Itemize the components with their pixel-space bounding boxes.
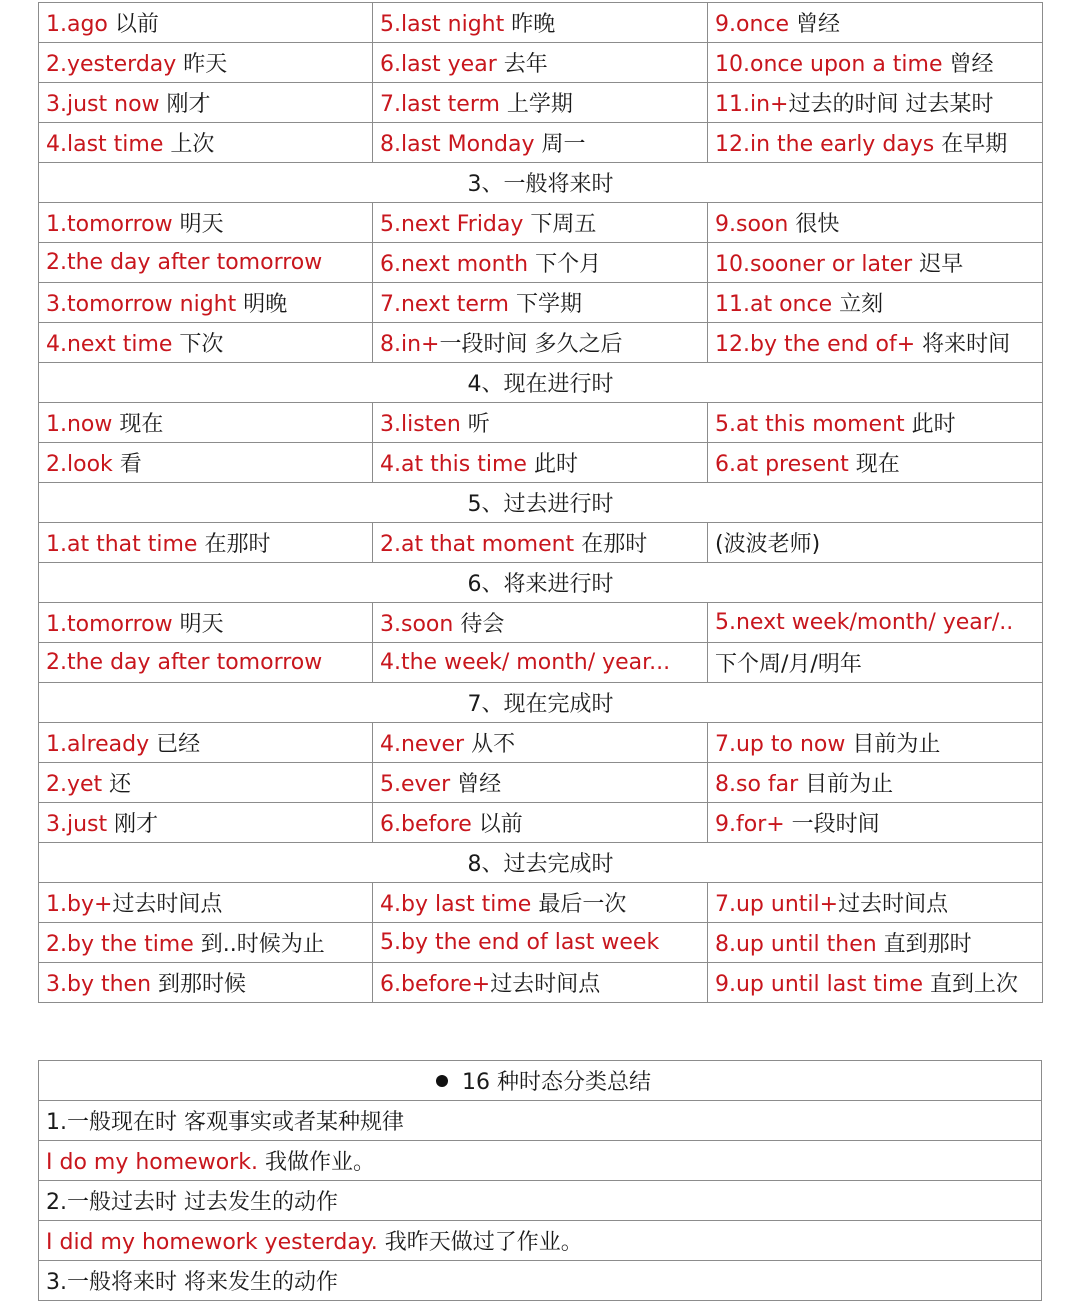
table-cell	[708, 523, 1043, 563]
chinese-meaning: 以前	[478, 812, 523, 837]
table-row	[39, 3, 1043, 43]
chinese-meaning: 直到那时	[883, 932, 972, 957]
english-phrase: 1.now	[46, 412, 120, 437]
table-row	[39, 283, 1043, 323]
table-row	[39, 443, 1043, 483]
section-header: 4、现在进行时	[39, 363, 1043, 403]
chinese-meaning: 在早期	[941, 132, 1008, 157]
summary-row	[39, 1221, 1042, 1261]
english-phrase: 10.sooner or later	[715, 252, 920, 277]
chinese-meaning: 最后一次	[538, 892, 627, 917]
english-phrase: 1.tomorrow	[46, 612, 180, 637]
chinese-meaning: 刚才	[166, 92, 211, 117]
section-header-row	[39, 163, 1043, 203]
table-cell	[39, 43, 373, 83]
table-cell	[708, 803, 1043, 843]
table-cell	[373, 643, 708, 683]
summary-body	[39, 1101, 1042, 1301]
table-cell	[39, 3, 373, 43]
chinese-meaning: 目前为止	[805, 772, 894, 797]
table-cell	[39, 923, 373, 963]
chinese-meaning: 此时	[911, 412, 956, 437]
english-phrase: 9.soon	[715, 212, 796, 237]
table-cell	[373, 243, 708, 283]
english-phrase: 4.last time	[46, 132, 171, 157]
english-phrase: 6.at present	[715, 452, 856, 477]
english-phrase: 4.at this time	[380, 452, 534, 477]
table-row	[39, 323, 1043, 363]
table-cell	[708, 883, 1043, 923]
table-cell	[708, 3, 1043, 43]
example-sentence: I do my homework.	[46, 1150, 265, 1175]
table-cell	[373, 883, 708, 923]
table-cell	[39, 643, 373, 683]
summary-text: 3.一般将来时 将来发生的动作	[46, 1270, 338, 1295]
english-phrase: 5.last night	[380, 12, 512, 37]
english-phrase: 5.by the end of last week	[380, 930, 660, 955]
table-cell	[373, 123, 708, 163]
section-header-row	[39, 843, 1043, 883]
chinese-meaning: 下次	[179, 332, 224, 357]
english-phrase: 2.the day after tomorrow	[46, 250, 323, 275]
table-row	[39, 403, 1043, 443]
table-row	[39, 603, 1043, 643]
table-cell	[39, 283, 373, 323]
table-row	[39, 763, 1043, 803]
summary-row	[39, 1261, 1042, 1301]
chinese-meaning: 过去时间点	[838, 892, 949, 917]
summary-cell	[39, 1221, 1042, 1261]
table-cell	[373, 43, 708, 83]
english-phrase: 10.once upon a time	[715, 52, 950, 77]
summary-row	[39, 1181, 1042, 1221]
english-phrase: 8.so far	[715, 772, 806, 797]
table-cell	[708, 83, 1043, 123]
english-phrase: 9.up until last time	[715, 972, 930, 997]
table-cell	[39, 803, 373, 843]
section-header: 3、一般将来时	[39, 163, 1043, 203]
table-cell	[708, 243, 1043, 283]
english-phrase: 8.last Monday	[380, 132, 542, 157]
chinese-meaning: 此时	[533, 452, 578, 477]
table-cell	[373, 203, 708, 243]
chinese-meaning: 还	[109, 772, 132, 797]
table-row	[39, 923, 1043, 963]
table-cell	[373, 323, 708, 363]
chinese-meaning: 立刻	[839, 292, 884, 317]
chinese-meaning: 待会	[460, 612, 505, 637]
chinese-meaning: 曾经	[949, 52, 994, 77]
table-cell	[708, 603, 1043, 643]
chinese-meaning: 昨晚	[511, 12, 556, 37]
table-cell	[708, 443, 1043, 483]
table-cell	[39, 603, 373, 643]
table-cell	[39, 403, 373, 443]
summary-row	[39, 1141, 1042, 1181]
english-phrase: 2.yet	[46, 772, 110, 797]
table-row	[39, 723, 1043, 763]
table-cell	[39, 883, 373, 923]
table-cell	[373, 603, 708, 643]
table-cell	[39, 243, 373, 283]
table-cell	[708, 283, 1043, 323]
summary-cell	[39, 1261, 1042, 1301]
english-phrase: 3.by then	[46, 972, 159, 997]
summary-cell	[39, 1141, 1042, 1181]
chinese-meaning: 很快	[795, 212, 840, 237]
chinese-meaning: 现在	[855, 452, 900, 477]
table-cell	[373, 803, 708, 843]
english-phrase: 6.before	[380, 812, 479, 837]
table-cell	[39, 523, 373, 563]
english-phrase: 9.for+	[715, 812, 792, 837]
chinese-meaning: 听	[467, 412, 490, 437]
chinese-meaning: 一段时间 多久之后	[439, 332, 623, 357]
table-cell	[39, 443, 373, 483]
english-phrase: 5.ever	[380, 772, 458, 797]
table-cell	[373, 83, 708, 123]
table-cell	[373, 443, 708, 483]
chinese-meaning: 下个周/月/明年	[715, 652, 862, 677]
chinese-meaning: 以前	[114, 12, 159, 37]
table-row	[39, 803, 1043, 843]
english-phrase: 7.up to now	[715, 732, 853, 757]
table-row	[39, 963, 1043, 1003]
table-cell	[39, 203, 373, 243]
bullet-icon	[436, 1075, 448, 1087]
table-cell	[708, 203, 1043, 243]
chinese-meaning: 过去的时间 过去某时	[788, 92, 994, 117]
table-row	[39, 123, 1043, 163]
section-header: 6、将来进行时	[39, 563, 1043, 603]
english-phrase: 1.already	[46, 732, 157, 757]
chinese-meaning: 目前为止	[852, 732, 941, 757]
summary-text: 1.一般现在时 客观事实或者某种规律	[46, 1110, 404, 1135]
chinese-meaning: 直到上次	[930, 972, 1019, 997]
chinese-meaning: 周一	[541, 132, 586, 157]
english-phrase: 7.last term	[380, 92, 507, 117]
chinese-meaning: 迟早	[919, 252, 964, 277]
table-cell	[373, 923, 708, 963]
table-cell	[373, 283, 708, 323]
english-phrase: 6.before+	[380, 972, 491, 997]
english-phrase: 2.at that moment	[380, 532, 582, 557]
table-row	[39, 43, 1043, 83]
english-phrase: 4.never	[380, 732, 472, 757]
english-phrase: 1.ago	[46, 12, 115, 37]
table-cell	[39, 323, 373, 363]
chinese-meaning: 在那时	[581, 532, 648, 557]
chinese-meaning: 一段时间	[791, 812, 880, 837]
english-phrase: 11.in+	[715, 92, 789, 117]
tense-summary-table	[38, 1060, 1042, 1301]
english-phrase: 2.yesterday	[46, 52, 184, 77]
table-cell	[708, 923, 1043, 963]
chinese-meaning: 下学期	[515, 292, 582, 317]
table-cell	[39, 763, 373, 803]
section-header-row	[39, 563, 1043, 603]
chinese-meaning: 去年	[503, 52, 548, 77]
chinese-meaning: 明晚	[243, 292, 288, 317]
table-row	[39, 883, 1043, 923]
table-cell	[708, 403, 1043, 443]
english-phrase: 5.next Friday	[380, 212, 531, 237]
english-phrase: 5.next week/month/ year/..	[715, 610, 1014, 635]
summary-title-row	[39, 1061, 1042, 1101]
table-cell	[373, 3, 708, 43]
chinese-meaning: 已经	[156, 732, 201, 757]
english-phrase: 3.tomorrow night	[46, 292, 244, 317]
section-header-row	[39, 683, 1043, 723]
english-phrase: 11.at once	[715, 292, 840, 317]
table-cell	[708, 963, 1043, 1003]
section-header-row	[39, 363, 1043, 403]
table-cell	[708, 43, 1043, 83]
english-phrase: 6.next month	[380, 252, 536, 277]
chinese-meaning: (波波老师)	[715, 532, 821, 557]
english-phrase: 1.tomorrow	[46, 212, 180, 237]
english-phrase: 4.next time	[46, 332, 180, 357]
chinese-meaning: 下周五	[530, 212, 597, 237]
english-phrase: 2.look	[46, 452, 120, 477]
chinese-meaning: 到那时候	[158, 972, 247, 997]
section-header-row	[39, 483, 1043, 523]
chinese-meaning: 明天	[179, 612, 224, 637]
chinese-meaning: 将来时间	[922, 332, 1011, 357]
summary-row	[39, 1101, 1042, 1141]
table-cell	[708, 643, 1043, 683]
table-cell	[373, 763, 708, 803]
section-header: 7、现在完成时	[39, 683, 1043, 723]
english-phrase: 8.up until then	[715, 932, 884, 957]
table-cell	[708, 323, 1043, 363]
table-cell	[708, 723, 1043, 763]
summary-title: 16 种时态分类总结	[462, 1070, 651, 1095]
chinese-meaning: 下个月	[535, 252, 602, 277]
time-expressions-table	[38, 2, 1043, 1003]
english-phrase: 5.at this moment	[715, 412, 912, 437]
table-cell	[708, 123, 1043, 163]
chinese-meaning: 在那时	[204, 532, 271, 557]
chinese-meaning: 过去时间点	[112, 892, 223, 917]
table-row	[39, 203, 1043, 243]
english-phrase: 1.at that time	[46, 532, 205, 557]
chinese-meaning: 过去时间点	[490, 972, 601, 997]
english-phrase: 2.by the time	[46, 932, 201, 957]
english-phrase: 3.just	[46, 812, 115, 837]
table-cell	[373, 523, 708, 563]
english-phrase: 12.in the early days	[715, 132, 942, 157]
time-expressions-body	[39, 3, 1043, 1003]
table-cell	[708, 763, 1043, 803]
english-phrase: 3.just now	[46, 92, 167, 117]
english-phrase: 1.by+	[46, 892, 113, 917]
summary-cell	[39, 1181, 1042, 1221]
table-row	[39, 83, 1043, 123]
english-phrase: 3.listen	[380, 412, 468, 437]
table-cell	[39, 723, 373, 763]
english-phrase: 8.in+	[380, 332, 440, 357]
summary-text: 我昨天做过了作业。	[384, 1230, 583, 1255]
english-phrase: 4.the week/ month/ year...	[380, 650, 671, 675]
chinese-meaning: 现在	[119, 412, 164, 437]
table-cell	[39, 963, 373, 1003]
chinese-meaning: 上学期	[506, 92, 573, 117]
english-phrase: 3.soon	[380, 612, 461, 637]
english-phrase: 6.last year	[380, 52, 504, 77]
chinese-meaning: 曾经	[457, 772, 502, 797]
table-row	[39, 243, 1043, 283]
chinese-meaning: 上次	[170, 132, 215, 157]
english-phrase: 2.the day after tomorrow	[46, 650, 323, 675]
english-phrase: 7.up until+	[715, 892, 839, 917]
table-row	[39, 523, 1043, 563]
table-cell	[373, 403, 708, 443]
chinese-meaning: 从不	[471, 732, 516, 757]
chinese-meaning: 看	[119, 452, 142, 477]
table-cell	[373, 723, 708, 763]
english-phrase: 7.next term	[380, 292, 516, 317]
chinese-meaning: 曾经	[796, 12, 841, 37]
summary-text: 我做作业。	[264, 1150, 375, 1175]
chinese-meaning: 昨天	[183, 52, 228, 77]
example-sentence: I did my homework yesterday.	[46, 1230, 385, 1255]
chinese-meaning: 明天	[179, 212, 224, 237]
table-cell	[39, 83, 373, 123]
table-row	[39, 643, 1043, 683]
section-header: 8、过去完成时	[39, 843, 1043, 883]
summary-text: 2.一般过去时 过去发生的动作	[46, 1190, 338, 1215]
chinese-meaning: 刚才	[114, 812, 159, 837]
table-cell	[39, 123, 373, 163]
english-phrase: 9.once	[715, 12, 797, 37]
section-header: 5、过去进行时	[39, 483, 1043, 523]
summary-title-cell	[39, 1061, 1042, 1101]
english-phrase: 12.by the end of+	[715, 332, 923, 357]
table-cell	[373, 963, 708, 1003]
english-phrase: 4.by last time	[380, 892, 539, 917]
summary-cell	[39, 1101, 1042, 1141]
chinese-meaning: 到..时候为止	[200, 932, 325, 957]
